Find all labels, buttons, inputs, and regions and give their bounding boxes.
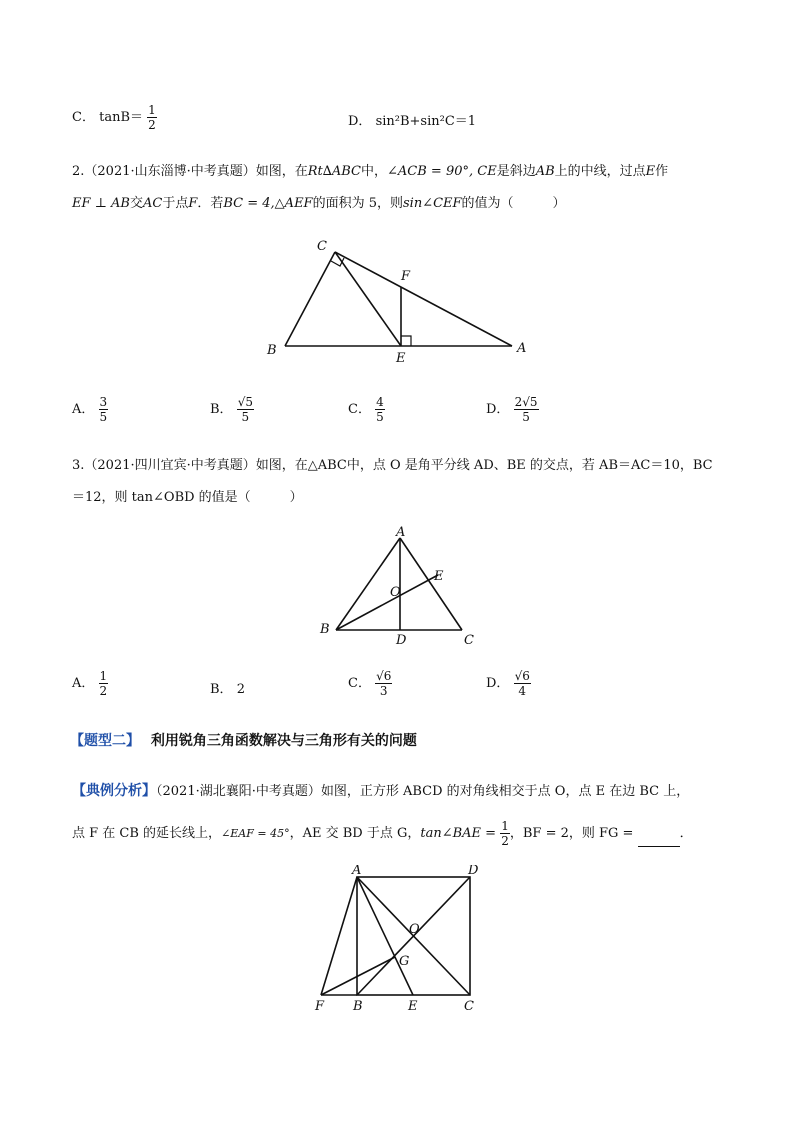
label-e: E (408, 999, 418, 1014)
text-segment: B． (210, 682, 233, 697)
q2-line1 (72, 160, 668, 179)
q3-option-a (72, 670, 108, 697)
fraction (514, 670, 531, 697)
text-segment: A． (72, 676, 95, 691)
section-tag: 【题型二】 (70, 733, 140, 749)
fraction (237, 396, 254, 423)
text-segment: ∠EAF = 45° (221, 827, 290, 840)
section-title: 利用锐角三角函数解决与三角形有关的问题 (150, 733, 417, 749)
fraction (500, 820, 510, 847)
text-segment: 3 (99, 395, 108, 409)
label-b: B (320, 622, 330, 637)
text-segment: ∠ACB = 90°, CE (387, 164, 497, 179)
q2-option-d (486, 396, 539, 423)
text-segment: AB (535, 164, 555, 179)
text-segment: 2 (99, 684, 108, 698)
text-segment: B． (210, 402, 233, 417)
text-segment: D． (486, 676, 510, 691)
label-f: F (401, 269, 411, 284)
text-segment: 1 (99, 669, 108, 683)
q3-option-d (486, 670, 531, 697)
q3-option-c (348, 670, 392, 697)
text-segment: AC (142, 196, 163, 211)
section-heading (70, 730, 417, 750)
label-g: G (399, 954, 410, 969)
text-segment: 上的中线，过点 (554, 164, 646, 179)
fraction (375, 670, 392, 697)
text-segment: 5 (376, 410, 384, 424)
text-segment: 交 (129, 196, 143, 211)
text-segment: 2√5 (514, 395, 538, 409)
text-segment: 5 (241, 410, 250, 424)
q3-line1: 3.（2021·四川宜宾·中考真题）如图，在△ABC中，点 O 是角平分线 AD、BE 的交点，若 AB＝AC＝10，BC (72, 458, 713, 473)
text-segment: 2 (501, 834, 509, 848)
label-e: E (396, 351, 406, 366)
label-o: O (409, 922, 420, 937)
text-segment: 的值为（ ） (461, 196, 566, 211)
label-o: O (390, 585, 401, 600)
example-tag: 【典例分析】 (72, 783, 156, 799)
text-segment: √5 (237, 395, 253, 409)
text-segment: 2 (148, 118, 156, 132)
text-segment: 作 (655, 164, 669, 179)
text-segment: 中， (360, 164, 387, 179)
text-segment: 5 (99, 410, 108, 424)
label-a: A (352, 865, 362, 878)
text-segment: tan∠BAE = (420, 826, 497, 841)
q1-option-c (72, 104, 157, 131)
q3-option-b (210, 678, 245, 697)
label-e: E (434, 569, 444, 584)
fraction (514, 396, 539, 423)
text-segment: A． (72, 402, 95, 417)
answer-blank (638, 834, 680, 847)
text-segment: 于点 (162, 196, 189, 211)
text-segment: 是斜边 (496, 164, 536, 179)
q3-line2: ＝12，则 tan∠OBD 的值是（ ） (72, 490, 303, 505)
fraction (99, 396, 109, 423)
label-b: B (353, 999, 363, 1014)
label-b: B (267, 343, 277, 358)
label-c: C (317, 239, 327, 254)
text-segment: 点 F 在 CB 的延长线上， (72, 826, 222, 841)
label-d: D (396, 633, 407, 648)
fraction (99, 670, 109, 697)
text-segment: E (645, 164, 656, 179)
text-segment: C． (348, 402, 371, 417)
text-segment: ，AE 交 BD 于点 G， (289, 826, 421, 841)
text-segment: sin∠CEF (402, 196, 462, 211)
text-segment: Rt∆ABC (307, 164, 361, 179)
text-segment: 4 (376, 395, 384, 409)
text-segment: 4 (518, 684, 527, 698)
fraction (375, 396, 385, 423)
label-f: F (315, 999, 325, 1014)
label-a: A (396, 525, 406, 540)
q2-option-b (210, 396, 254, 423)
text-segment: 的面积为 5，则 (312, 196, 403, 211)
text-segment: （2021·湖北襄阳·中考真题）如图，正方形 ABCD 的对角线相交于点 O，点 E 在边 BC 上， (156, 784, 690, 799)
text-segment: D． (486, 402, 510, 417)
q2-option-a (72, 396, 108, 423)
text-segment: 2.（2021·山东淄博·中考真题）如图，在 (72, 164, 308, 179)
text-segment: 1 (501, 819, 509, 833)
label-c: C (464, 633, 474, 648)
q2-figure (255, 230, 545, 370)
text-segment: 3 (379, 684, 388, 698)
text-segment: 5 (522, 410, 530, 424)
q3-figure (310, 522, 490, 652)
text-segment: √6 (376, 669, 392, 683)
text-segment: EF ⊥ AB (72, 196, 130, 211)
option-label: C． (72, 110, 95, 125)
text-segment: BC = 4,△AEF (223, 196, 313, 211)
q1-option-d (348, 110, 476, 129)
q2-option-c (348, 396, 385, 423)
text-segment: C． (348, 676, 371, 691)
label-a: A (517, 341, 527, 356)
example-figure (305, 865, 505, 1015)
option-expr: tanB＝ (99, 110, 143, 125)
fraction (147, 104, 157, 131)
text-segment: 1 (148, 103, 156, 117)
option-expr: sin²B+sin²C＝1 (375, 114, 477, 129)
q2-line2 (72, 192, 566, 211)
option-label: D． (348, 114, 372, 129)
text-segment: 2 (236, 682, 245, 697)
text-segment: √6 (514, 669, 530, 683)
text-segment: F (188, 196, 198, 211)
label-d: D (468, 865, 479, 878)
example-line2 (72, 820, 693, 847)
example-line1 (72, 780, 689, 800)
text-segment: ．若 (197, 196, 224, 211)
text-segment: ． (679, 826, 693, 841)
label-c: C (464, 999, 474, 1014)
text-segment: ，BF = 2，则 FG = (509, 826, 634, 841)
